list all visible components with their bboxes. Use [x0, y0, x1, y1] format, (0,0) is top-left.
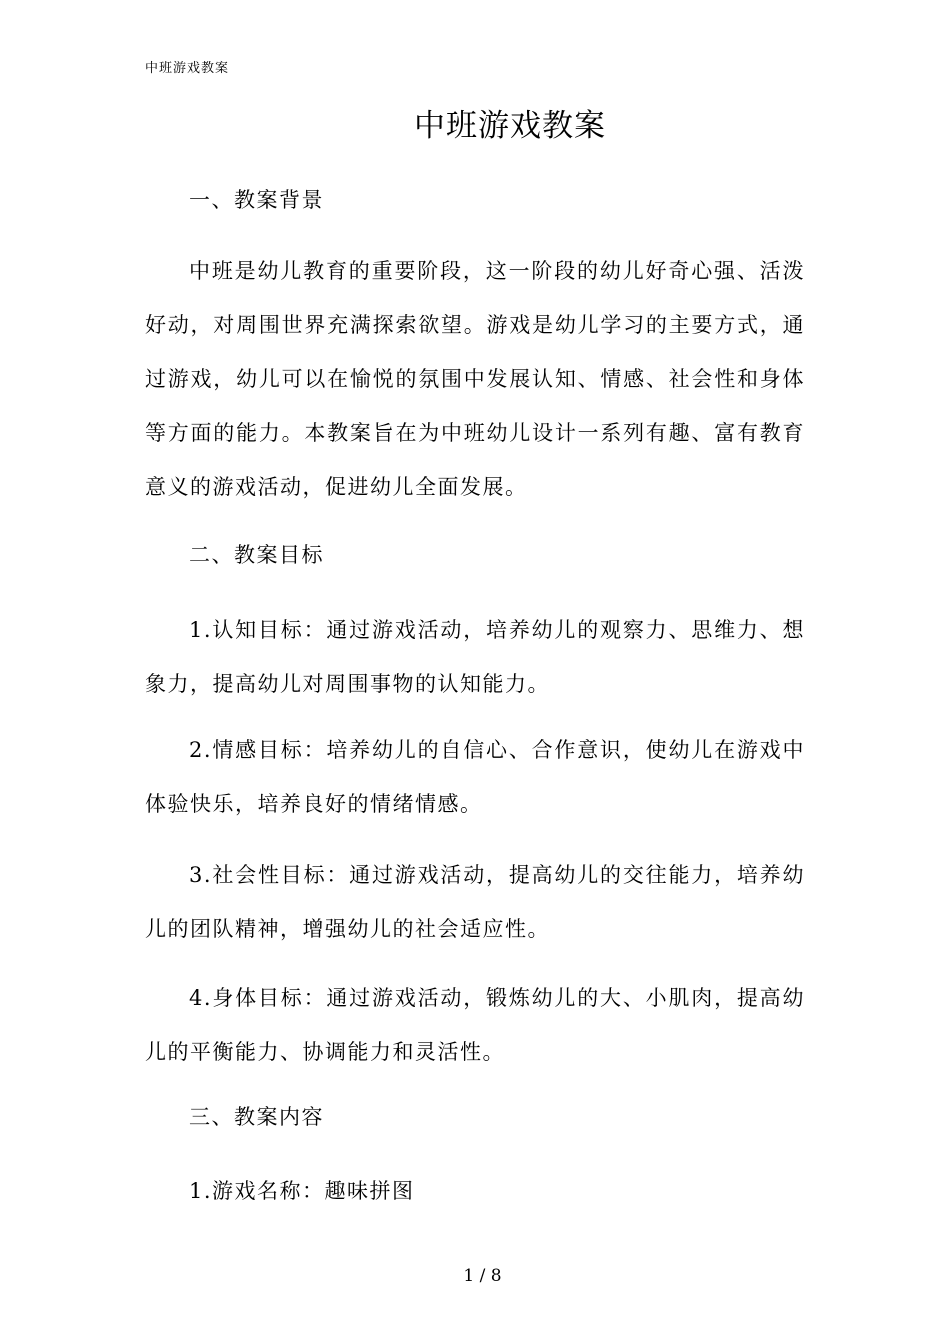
- goal-item-emotional: 2.情感目标：培养幼儿的自信心、合作意识，使幼儿在游戏中体验快乐，培养良好的情绪情感。: [145, 738, 805, 816]
- page-indicator: 1 / 8: [463, 1266, 502, 1286]
- section-heading-content: 三、教案内容: [189, 1105, 324, 1129]
- background-paragraph: 中班是幼儿教育的重要阶段，这一阶段的幼儿好奇心强、活泼好动，对周围世界充满探索欲望。游戏是幼儿学习的主要方式，通过游戏，幼儿可以在愉悦的氛围中发展认知、情感、社会性和身体等方面的能力。本教案旨在为中班幼儿设计一系列有趣、富有教育意义的游戏活动，促进幼儿全面发展。: [145, 259, 805, 499]
- running-header: 中班游戏教案: [145, 61, 230, 76]
- content-item-game-name: 1.游戏名称：趣味拼图: [189, 1179, 415, 1203]
- document-title: 中班游戏教案: [414, 108, 606, 144]
- goal-item-social: 3.社会性目标：通过游戏活动，提高幼儿的交往能力，培养幼儿的团队精神，增强幼儿的社会适应性。: [145, 863, 805, 941]
- goal-item-physical: 4.身体目标：通过游戏活动，锻炼幼儿的大、小肌肉，提高幼儿的平衡能力、协调能力和灵活性。: [145, 986, 805, 1064]
- section-heading-background: 一、教案背景: [189, 188, 324, 212]
- section-heading-goals: 二、教案目标: [189, 543, 324, 567]
- goal-item-cognitive: 1.认知目标：通过游戏活动，培养幼儿的观察力、思维力、想象力，提高幼儿对周围事物的认知能力。: [145, 618, 805, 696]
